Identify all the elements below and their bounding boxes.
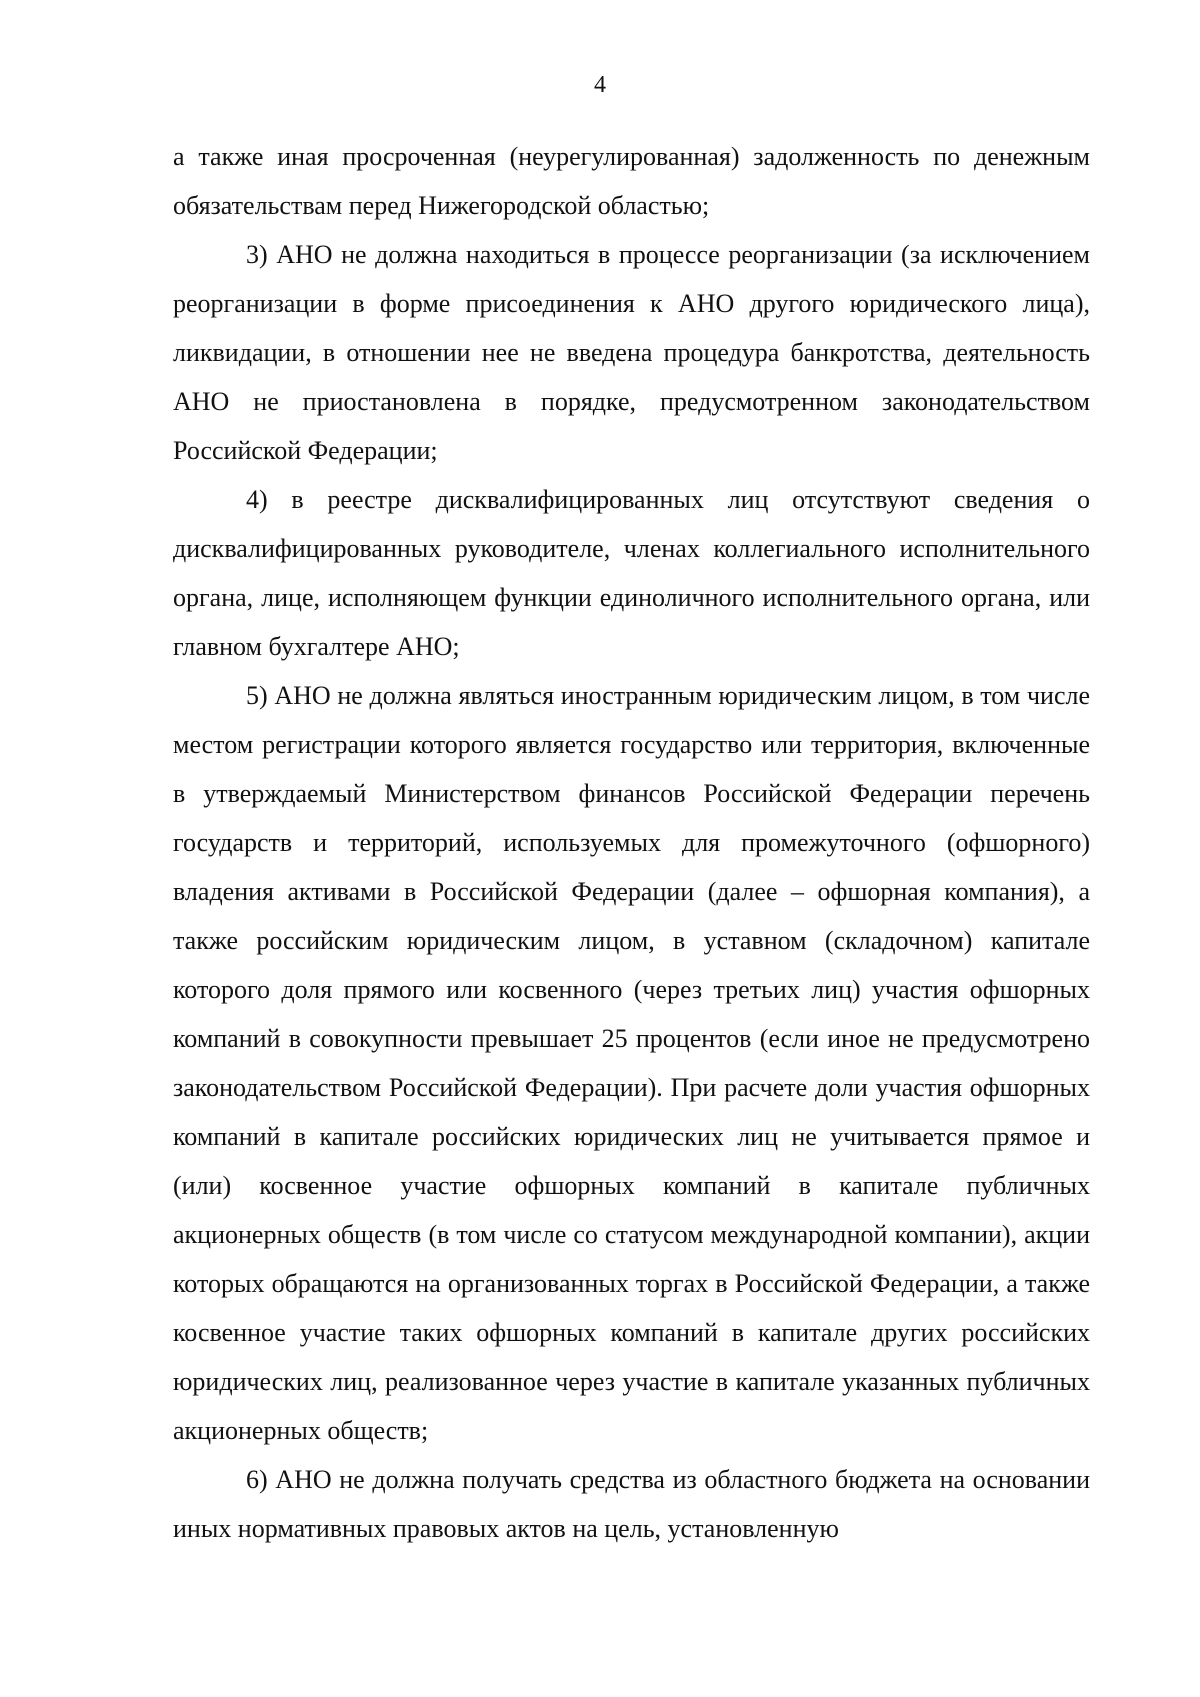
paragraph-item-3: 3) АНО не должна находиться в процессе реорганизации (за исключением реорганизации в форме присоединения к АНО другого юридического лица), ликвидации, в отношении нее не введена процедура банкротства, деятельность АНО не приостановлена в порядке, предусмотренном законодательством Российской Федерации; xyxy=(173,240,1090,465)
paragraph-continuation: а также иная просроченная (неурегулированная) задолженность по денежным обязательствам перед Нижегородской областью; xyxy=(173,142,1090,220)
document-body xyxy=(173,132,1090,1553)
paragraph-item-4: 4) в реестре дисквалифицированных лиц отсутствуют сведения о дисквалифицированных руководителе, членах коллегиального исполнительного органа, лице, исполняющем функции единоличного исполнительного органа, или главном бухгалтере АНО; xyxy=(173,485,1090,661)
page-number: 4 xyxy=(594,72,606,98)
paragraph-item-6: 6) АНО не должна получать средства из областного бюджета на основании иных нормативных правовых актов на цель, установленную xyxy=(173,1465,1090,1543)
paragraph-item-5: 5) АНО не должна являться иностранным юридическим лицом, в том числе местом регистрации которого является государство или территория, включенные в утверждаемый Министерством финансов Российской Федерации перечень государств и территорий, используемых для промежуточного (офшорного) владения активами в Российской Федерации (далее – офшорная компания), а также российским юридическим лицом, в уставном (складочном) капитале которого доля прямого или косвенного (через третьих лиц) участия офшорных компаний в совокупности превышает 25 процентов (если иное не предусмотрено законодательством Российской Федерации). При расчете доли участия офшорных компаний в капитале российских юридических лиц не учитывается прямое и (или) косвенное участие офшорных компаний в капитале публичных акционерных обществ (в том числе со статусом международной компании), акции которых обращаются на организованных торгах в Российской Федерации, а также косвенное участие таких офшорных компаний в капитале других российских юридических лиц, реализованное через участие в капитале указанных публичных акционерных обществ; xyxy=(173,681,1090,1445)
